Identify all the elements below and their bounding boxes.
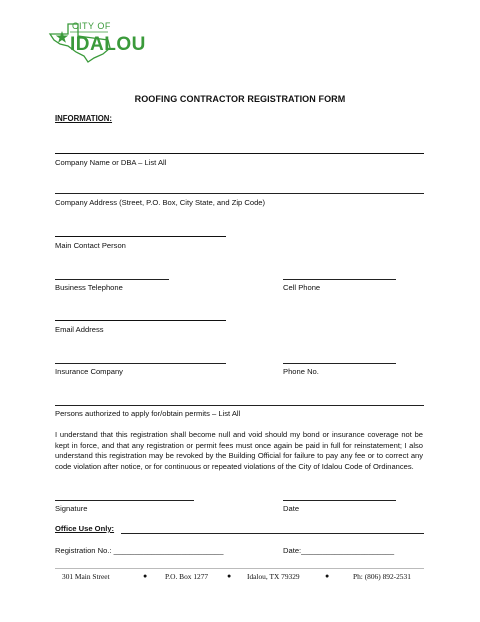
registration-no-field[interactable]: Registration No.: __________________________ <box>55 546 224 555</box>
footer-city: Idalou, TX 79329 <box>247 572 300 581</box>
email-line[interactable] <box>55 320 226 321</box>
statement-paragraph: I understand that this registration shall become null and void should my bond or insurance coverage not be kept in force, and that any registration or permit fees must once again be paid in full for reinstatement; I also understand this registration may be revoked by the Building Official for failure to pay any fee or to correct any code violation after notice, or for continuous or repeated violations of the City of Idalou Code of Ordinances. <box>55 430 423 471</box>
phone-no-line[interactable] <box>283 363 396 364</box>
email-label: Email Address <box>55 325 104 334</box>
insurance-company-line[interactable] <box>55 363 226 364</box>
footer-bullet: ● <box>325 572 330 580</box>
business-telephone-label: Business Telephone <box>55 283 123 292</box>
main-contact-line[interactable] <box>55 236 226 237</box>
signature-label: Signature <box>55 504 88 513</box>
cell-phone-label: Cell Phone <box>283 283 321 292</box>
section-heading-information: INFORMATION: <box>55 114 113 123</box>
date-label: Date <box>283 504 300 513</box>
company-address-label: Company Address (Street, P.O. Box, City State, and Zip Code) <box>55 198 266 207</box>
logo-city-of: CITY OF <box>72 21 111 31</box>
signature-line[interactable] <box>55 500 194 501</box>
cell-phone-line[interactable] <box>283 279 396 280</box>
company-name-label: Company Name or DBA – List All <box>55 158 167 167</box>
phone-no-label: Phone No. <box>283 367 319 376</box>
footer-bullet: ● <box>143 572 148 580</box>
footer-bullet: ● <box>227 572 232 580</box>
insurance-company-label: Insurance Company <box>55 367 123 376</box>
footer-po-box: P.O. Box 1277 <box>165 572 209 581</box>
company-address-line[interactable] <box>55 193 424 194</box>
date-line[interactable] <box>283 500 396 501</box>
office-use-line <box>121 533 424 534</box>
city-logo <box>48 18 158 63</box>
persons-authorized-line[interactable] <box>55 405 424 406</box>
footer-divider <box>55 568 424 569</box>
main-contact-label: Main Contact Person <box>55 241 126 250</box>
business-telephone-line[interactable] <box>55 279 169 280</box>
footer-address: 301 Main Street <box>62 572 110 581</box>
logo-name: IDALOU <box>70 34 146 55</box>
persons-authorized-label: Persons authorized to apply for/obtain permits – List All <box>55 409 241 418</box>
office-date-field[interactable]: Date:______________________ <box>283 546 395 555</box>
footer-phone: Ph: (806) 892-2531 <box>353 572 411 581</box>
company-name-line[interactable] <box>55 153 424 154</box>
office-use-heading: Office Use Only: <box>55 524 115 533</box>
form-title: ROOFING CONTRACTOR REGISTRATION FORM <box>134 94 346 104</box>
